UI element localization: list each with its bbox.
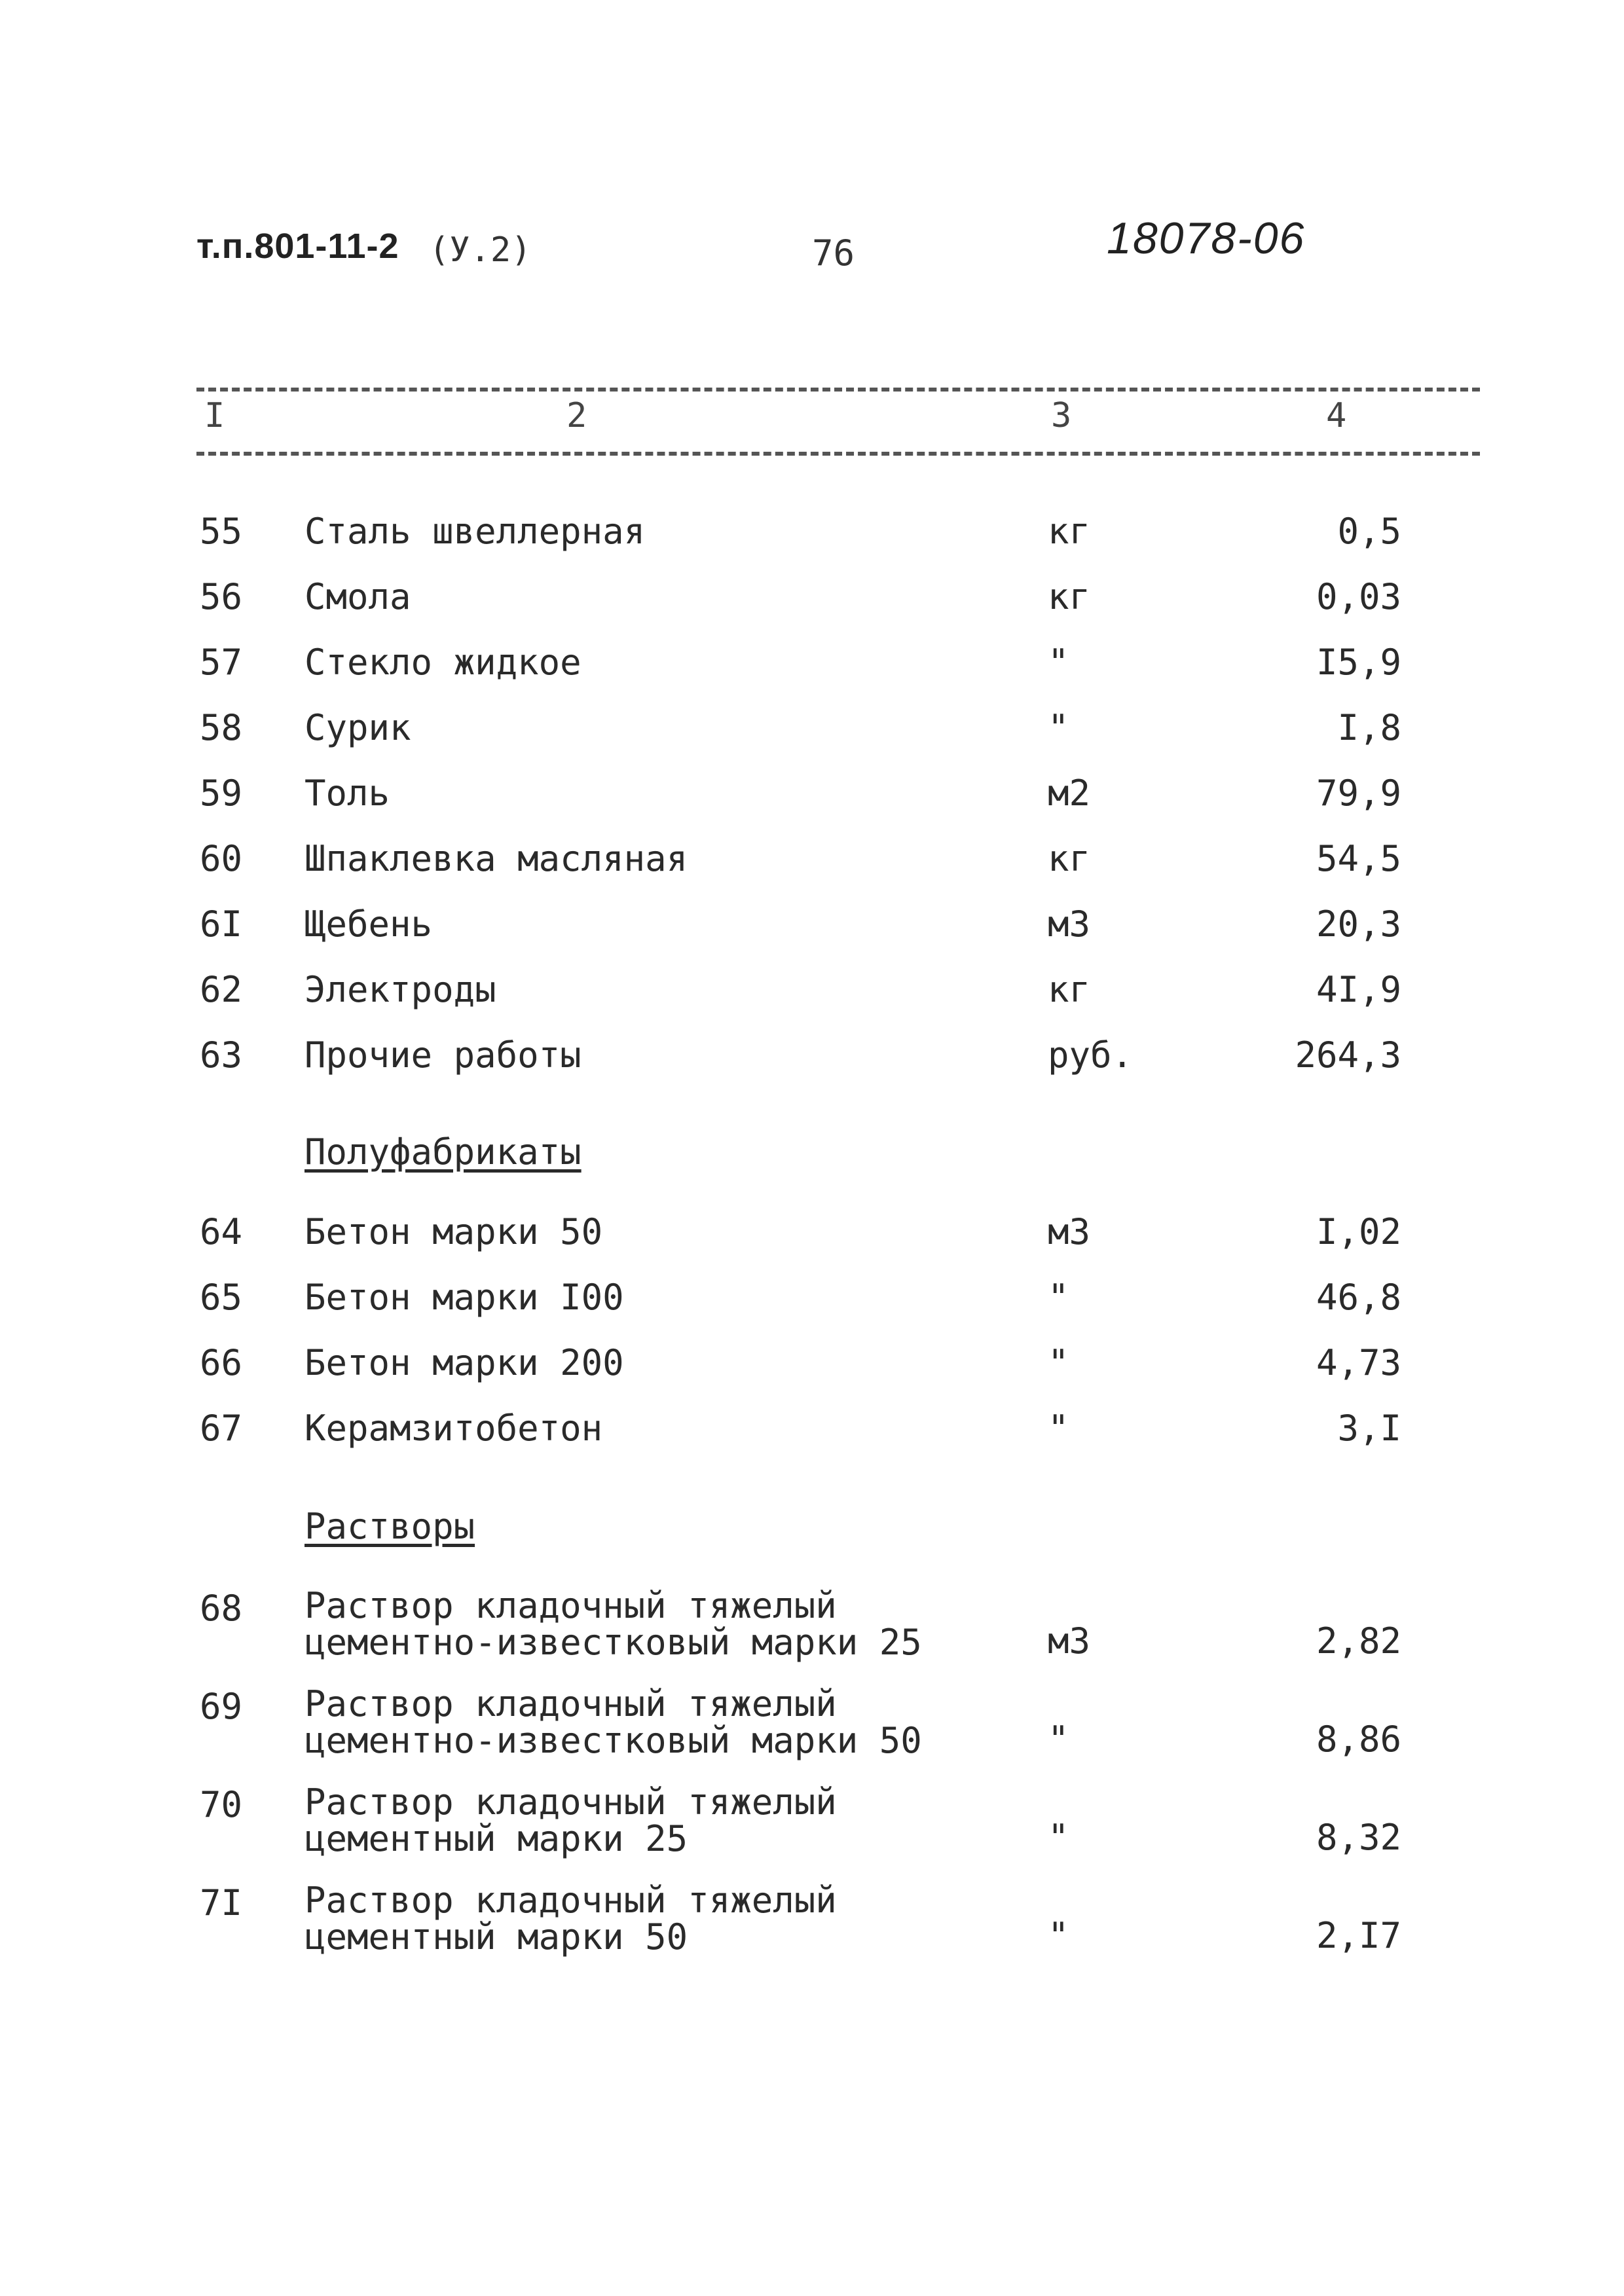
page-number: 76 <box>812 232 855 274</box>
column-header-3: 3 <box>1051 396 1072 435</box>
table-row <box>0 1211 1624 1270</box>
table-top-rule <box>196 388 1480 392</box>
row-number: 62 <box>200 969 243 1010</box>
table-row <box>0 1882 1624 1961</box>
table-row <box>0 838 1624 897</box>
row-quantity: 0,5 <box>1337 511 1401 552</box>
table-header-rule <box>196 452 1480 456</box>
row-name-line-2: цементный марки 25 <box>304 1818 688 1859</box>
table-row <box>0 511 1624 570</box>
project-code: т.п.801-11-2 <box>196 227 399 266</box>
row-unit: м2 <box>1048 773 1091 814</box>
project-variant: (У.2) <box>429 230 532 270</box>
column-header-2: 2 <box>566 396 587 435</box>
row-number: 59 <box>200 773 243 814</box>
table-row <box>0 1034 1624 1093</box>
row-unit: " <box>1048 1342 1069 1383</box>
table-row <box>0 576 1624 635</box>
row-unit: " <box>1048 707 1069 748</box>
row-number: 65 <box>200 1277 243 1318</box>
row-quantity: 54,5 <box>1316 838 1401 879</box>
row-name: Бетон марки 200 <box>304 1342 624 1383</box>
row-name: Толь <box>304 773 390 814</box>
row-name: Сурик <box>304 707 411 748</box>
row-name: Электроды <box>304 969 496 1010</box>
row-name-line-1: Раствор кладочный тяжелый <box>304 1683 837 1724</box>
row-number: 58 <box>200 707 243 748</box>
row-number: 7I <box>200 1882 243 1923</box>
row-unit: " <box>1048 1915 1069 1956</box>
row-name: Смола <box>304 576 411 617</box>
row-number: 55 <box>200 511 243 552</box>
row-name-line-2: цементный марки 50 <box>304 1916 688 1958</box>
row-number: 6I <box>200 903 243 945</box>
row-quantity: 0,03 <box>1316 576 1401 617</box>
row-quantity: 8,32 <box>1316 1817 1401 1858</box>
row-unit: кг <box>1048 511 1091 552</box>
column-header-1: I <box>204 396 225 435</box>
row-unit: кг <box>1048 969 1091 1010</box>
row-name-line-2: цементно-известковый марки 50 <box>304 1720 922 1761</box>
row-quantity: I,02 <box>1316 1211 1401 1252</box>
row-quantity: I5,9 <box>1316 642 1401 683</box>
row-unit: " <box>1048 642 1069 683</box>
section-heading-mortars: Растворы <box>304 1506 475 1547</box>
row-quantity: 2,I7 <box>1316 1915 1401 1956</box>
row-unit: м3 <box>1048 1211 1091 1252</box>
row-name-line-1: Раствор кладочный тяжелый <box>304 1781 837 1823</box>
row-number: 63 <box>200 1034 243 1076</box>
table-row <box>0 642 1624 701</box>
row-number: 60 <box>200 838 243 879</box>
table-row <box>0 1585 1624 1666</box>
row-quantity: 4,73 <box>1316 1342 1401 1383</box>
row-number: 66 <box>200 1342 243 1383</box>
row-name: Сталь швеллерная <box>304 511 646 552</box>
row-unit: м3 <box>1048 1620 1091 1662</box>
table-row <box>0 773 1624 831</box>
row-unit: м3 <box>1048 903 1091 945</box>
column-header-4: 4 <box>1326 396 1347 435</box>
row-number: 69 <box>200 1686 243 1727</box>
inventory-stamp: 18078-06 <box>1107 213 1306 263</box>
row-name <box>304 1683 922 1761</box>
row-number: 56 <box>200 576 243 617</box>
row-number: 67 <box>200 1408 243 1449</box>
row-quantity: 46,8 <box>1316 1277 1401 1318</box>
row-name: Прочие работы <box>304 1034 581 1076</box>
row-quantity: 8,86 <box>1316 1719 1401 1760</box>
table-row <box>0 1342 1624 1401</box>
table-row <box>0 1277 1624 1336</box>
row-number: 68 <box>200 1588 243 1629</box>
row-quantity: 4I,9 <box>1316 969 1401 1010</box>
row-name: Бетон марки 50 <box>304 1211 603 1252</box>
row-name: Щебень <box>304 903 433 945</box>
row-name-line-1: Раствор кладочный тяжелый <box>304 1880 837 1921</box>
row-unit: " <box>1048 1817 1069 1858</box>
table-row <box>0 1408 1624 1467</box>
table-row <box>0 1781 1624 1863</box>
row-quantity: 3,I <box>1337 1408 1401 1449</box>
row-quantity: I,8 <box>1337 707 1401 748</box>
row-unit: " <box>1048 1719 1069 1760</box>
row-name <box>304 1781 837 1859</box>
table-row <box>0 707 1624 766</box>
row-unit: " <box>1048 1408 1069 1449</box>
table-row <box>0 1683 1624 1764</box>
row-unit: кг <box>1048 576 1091 617</box>
row-name <box>304 1585 922 1663</box>
table-row <box>0 969 1624 1028</box>
row-quantity: 20,3 <box>1316 903 1401 945</box>
table-row <box>0 903 1624 962</box>
row-number: 70 <box>200 1784 243 1825</box>
row-name: Бетон марки I00 <box>304 1277 624 1318</box>
row-name: Керамзитобетон <box>304 1408 603 1449</box>
row-number: 57 <box>200 642 243 683</box>
row-name: Стекло жидкое <box>304 642 581 683</box>
row-name-line-1: Раствор кладочный тяжелый <box>304 1585 837 1626</box>
row-name-line-2: цементно-известковый марки 25 <box>304 1622 922 1663</box>
row-unit: руб. <box>1048 1034 1134 1076</box>
row-name: Шпаклевка масляная <box>304 838 688 879</box>
row-unit: " <box>1048 1277 1069 1318</box>
row-name <box>304 1882 837 1956</box>
row-quantity: 79,9 <box>1316 773 1401 814</box>
row-quantity: 264,3 <box>1295 1034 1401 1076</box>
row-number: 64 <box>200 1211 243 1252</box>
section-heading-semi-finished: Полуфабрикаты <box>304 1131 581 1173</box>
row-quantity: 2,82 <box>1316 1620 1401 1662</box>
row-unit: кг <box>1048 838 1091 879</box>
